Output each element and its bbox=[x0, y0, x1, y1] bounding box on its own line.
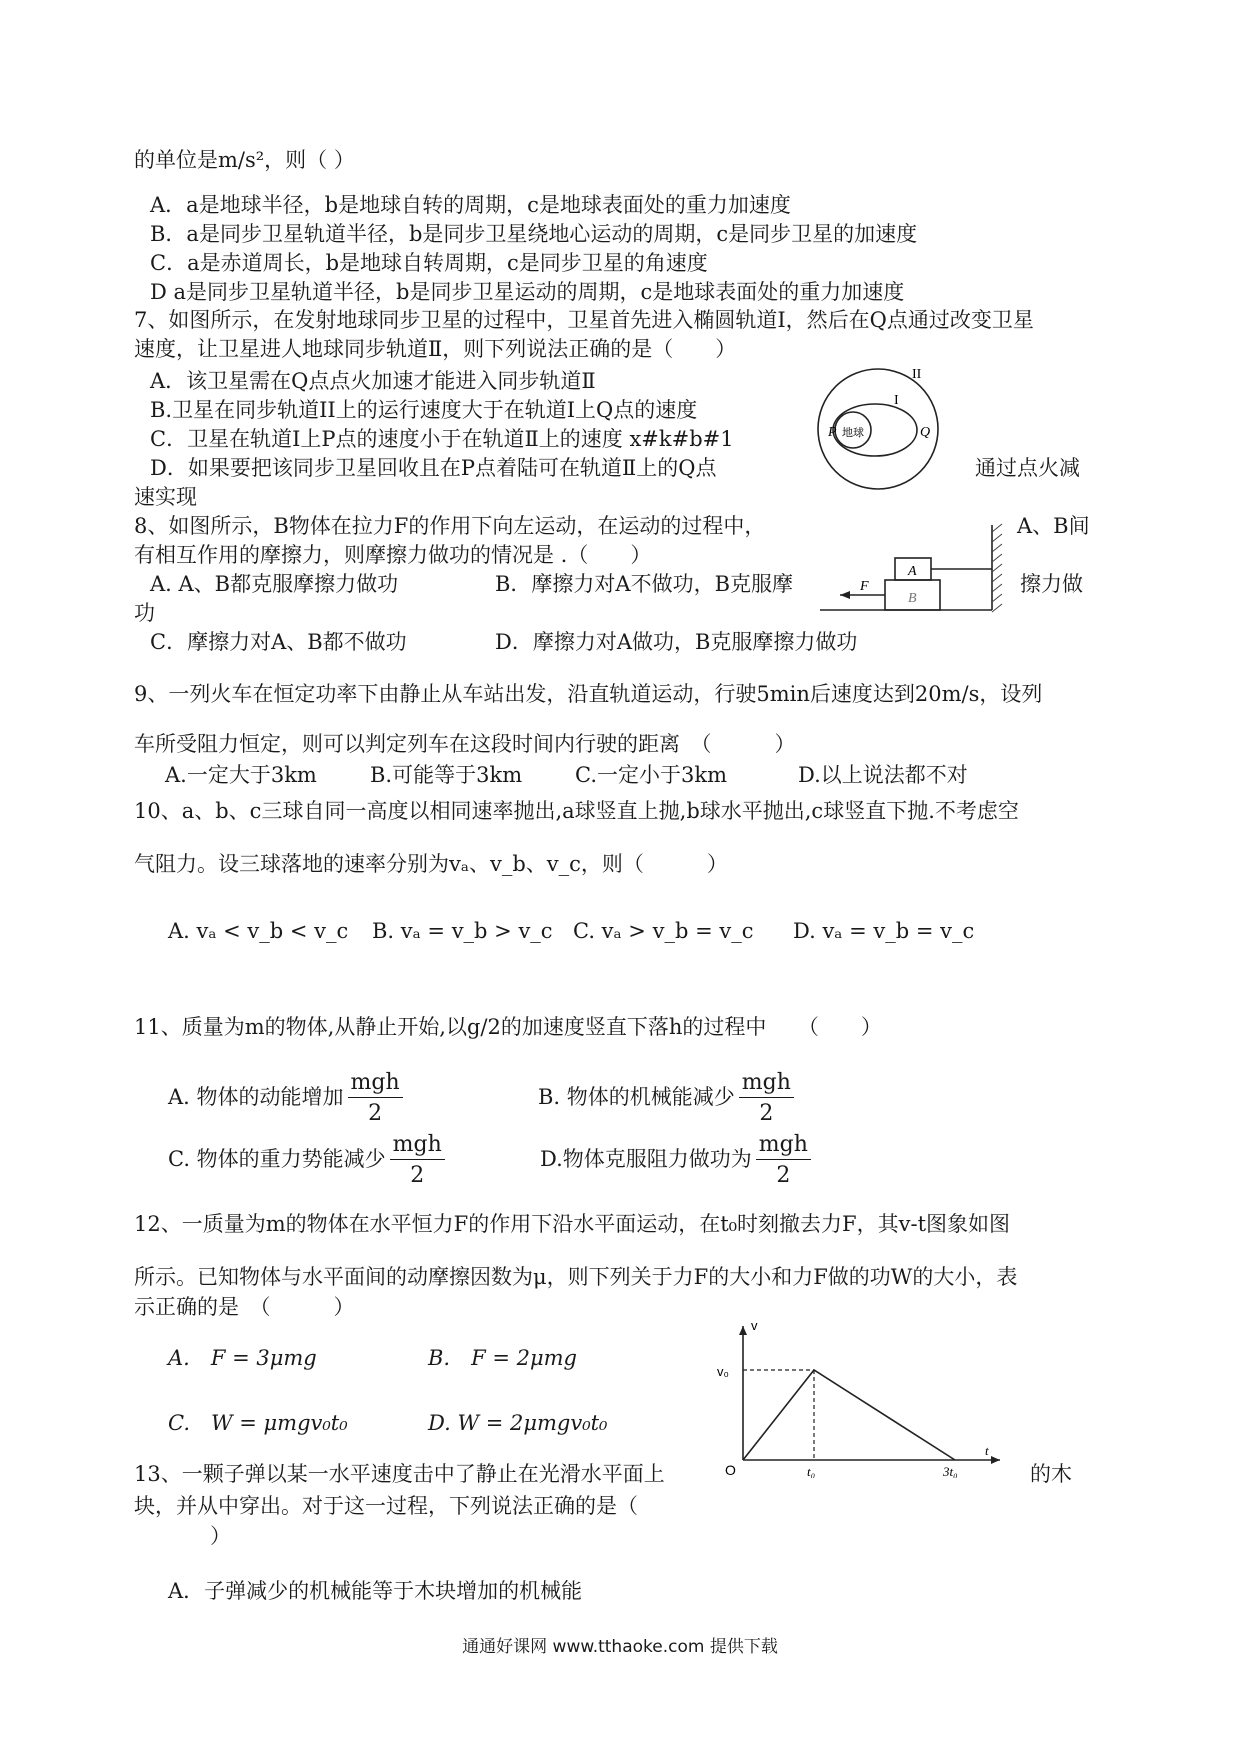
q8-stem-line1: 8、如图所示，B物体在拉力F的作用下向左运动，在运动的过程中， bbox=[134, 514, 766, 538]
q9-option-a: A.一定大于3km bbox=[165, 763, 317, 787]
q13-stem-line3: ） bbox=[210, 1524, 231, 1548]
q7-option-b: B.卫星在同步轨道II上的运行速度大于在轨道Ⅰ上Q点的速度 bbox=[150, 398, 698, 422]
t0-label: t₀ bbox=[807, 1464, 816, 1478]
q7-stem-line1: 7、如图所示，在发射地球同步卫星的过程中，卫星首先进入椭圆轨道Ⅰ，然后在Q点通过改变卫星 bbox=[134, 308, 1034, 332]
q12-option-c: C. W = μmgv₀t₀ bbox=[168, 1411, 348, 1435]
q9-stem-line2: 车所受阻力恒定，则可以判定列车在这段时间内行驶的距离 （ ） bbox=[134, 732, 796, 756]
q11-option-b-denominator: 2 bbox=[759, 1101, 774, 1126]
t-axis-label: t bbox=[985, 1443, 989, 1458]
earth-label: 地球 bbox=[842, 427, 864, 439]
q7-option-d: D．如果要把该同步卫星回收且在P点着陆可在轨道Ⅱ上的Q点 bbox=[150, 456, 717, 480]
q7-option-d-end: 速实现 bbox=[134, 485, 197, 509]
t3-label: 3t₀ bbox=[943, 1464, 958, 1478]
q6-option-d: D a是同步卫星轨道半径，b是同步卫星运动的周期，c是地球表面处的重力加速度 bbox=[150, 280, 905, 304]
vt-graph bbox=[715, 1318, 1015, 1478]
q12-option-b: B. F = 2μmg bbox=[428, 1346, 577, 1370]
q8-option-b: B．摩擦力对A不做功，B克服摩 bbox=[495, 572, 794, 596]
orbit-ii-label: II bbox=[912, 367, 922, 382]
q7-option-c: C．卫星在轨道Ⅰ上P点的速度小于在轨道Ⅱ上的速度 x#k#b#1 bbox=[150, 427, 734, 451]
orbit-i-label: I bbox=[894, 393, 899, 408]
t-axis-arrow bbox=[991, 1456, 1000, 1464]
q13-option-a: A．子弹减少的机械能等于木块增加的机械能 bbox=[168, 1579, 583, 1603]
page-footer: 通通好课网 www.tthaoke.com 提供下载 bbox=[462, 1637, 778, 1657]
q8-option-b-cont: 擦力做 bbox=[1020, 572, 1083, 596]
q12-stem-line1: 12、一质量为m的物体在水平恒力F的作用下沿水平面运动，在t₀时刻撤去力F，其v-t图象如图 bbox=[134, 1212, 1011, 1236]
q13-stem-line1: 13、一颗子弹以某一水平速度击中了静止在光滑水平面上 bbox=[134, 1462, 665, 1486]
q11-option-c-numerator: mgh bbox=[390, 1133, 445, 1160]
q6-option-a: A．a是地球半径，b是地球自转的周期，c是地球表面处的重力加速度 bbox=[150, 193, 791, 217]
q6-tail-line: 的单位是m/s²，则（ ） bbox=[134, 148, 355, 172]
q9-option-d: D.以上说法都不对 bbox=[798, 763, 968, 787]
q11-option-d-denominator: 2 bbox=[776, 1163, 791, 1188]
force-arrowhead bbox=[840, 591, 850, 599]
q11-option-c-text: C. 物体的重力势能减少 bbox=[168, 1147, 386, 1171]
q8-option-b-end: 功 bbox=[134, 601, 155, 625]
q13-stem-line2: 块，并从中穿出。对于这一过程，下列说法正确的是（ bbox=[134, 1494, 638, 1518]
point-p-label: P bbox=[828, 425, 837, 440]
q11-option-b-fraction bbox=[739, 1071, 794, 1126]
q6-option-b: B．a是同步卫星轨道半径，b是同步卫星绕地心运动的周期，c是同步卫星的加速度 bbox=[150, 222, 918, 246]
q8-option-a: A. A、B都克服摩擦力做功 bbox=[150, 572, 399, 596]
q12-option-a: A. F = 3μmg bbox=[168, 1346, 317, 1370]
q10-stem-line2: 气阻力。设三球落地的速率分别为vₐ、v_b、v_c，则（ ） bbox=[134, 852, 728, 876]
q10-option-c: C. vₐ > v_b = v_c bbox=[573, 919, 754, 943]
q11-option-a-text: A. 物体的动能增加 bbox=[168, 1085, 344, 1109]
q12-stem-line2: 所示。已知物体与水平面间的动摩擦因数为μ，则下列关于力F的大小和力F做的功W的大小，表 bbox=[134, 1265, 1018, 1289]
q9-option-c: C.一定小于3km bbox=[575, 763, 727, 787]
q11-option-c-denominator: 2 bbox=[410, 1163, 425, 1188]
orbit-diagram bbox=[808, 366, 953, 496]
q8-option-d: D．摩擦力对A做功，B克服摩擦力做功 bbox=[495, 630, 858, 654]
q10-option-b: B. vₐ = v_b > v_c bbox=[372, 919, 553, 943]
q11-option-d-fraction bbox=[756, 1133, 811, 1188]
q11-option-a-fraction bbox=[348, 1071, 403, 1126]
q8-stem-line1-end: A、B间 bbox=[1017, 514, 1090, 538]
q11-option-d-text: D.物体克服阻力做功为 bbox=[540, 1147, 752, 1171]
block-a-label: A bbox=[908, 564, 917, 579]
q8-option-c: C．摩擦力对A、B都不做功 bbox=[150, 630, 407, 654]
q11-option-b bbox=[538, 1068, 794, 1126]
q12-option-d: D. W = 2μmgv₀t₀ bbox=[428, 1411, 608, 1435]
q11-option-a-denominator: 2 bbox=[368, 1101, 383, 1126]
q10-option-a: A. vₐ < v_b < v_c bbox=[168, 919, 349, 943]
q10-option-d: D. vₐ = v_b = v_c bbox=[793, 919, 975, 943]
origin-label: O bbox=[725, 1462, 736, 1478]
q7-option-d-cont: 通过点火减 bbox=[975, 456, 1080, 480]
v-axis-arrow bbox=[739, 1326, 747, 1335]
q11-option-b-numerator: mgh bbox=[739, 1071, 794, 1098]
q6-option-c: C．a是赤道周长，b是地球自转周期，c是同步卫星的角速度 bbox=[150, 251, 708, 275]
q11-option-c-fraction bbox=[390, 1133, 445, 1188]
block-b-label: B bbox=[908, 591, 917, 606]
q11-option-a-numerator: mgh bbox=[348, 1071, 403, 1098]
q7-stem-line2: 速度，让卫星进人地球同步轨道Ⅱ，则下列说法正确的是（ ） bbox=[134, 337, 737, 361]
q11-option-d-numerator: mgh bbox=[756, 1133, 811, 1160]
q11-option-b-text: B. 物体的机械能减少 bbox=[538, 1085, 735, 1109]
friction-diagram bbox=[820, 520, 1020, 630]
q9-option-b: B.可能等于3km bbox=[370, 763, 523, 787]
q11-stem: 11、质量为m的物体,从静止开始,以g/2的加速度竖直下落h的过程中 （ ） bbox=[134, 1015, 882, 1039]
q11-option-a bbox=[168, 1068, 403, 1126]
q12-stem-line3: 示正确的是 （ ） bbox=[134, 1295, 355, 1319]
point-q-label: Q bbox=[920, 425, 931, 440]
q9-stem-line1: 9、一列火车在恒定功率下由静止从车站出发，沿直轨道运动，行驶5min后速度达到20m/s，设列 bbox=[134, 682, 1043, 706]
q13-stem-line1-end: 的木 bbox=[1030, 1462, 1072, 1486]
vt-line bbox=[743, 1370, 955, 1460]
v0-label: v₀ bbox=[717, 1364, 729, 1379]
q11-option-c bbox=[168, 1130, 445, 1188]
q11-option-d bbox=[540, 1130, 811, 1188]
q10-stem-line1: 10、a、b、c三球自同一高度以相同速率抛出,a球竖直上抛,b球水平抛出,c球竖直下抛.不考虑空 bbox=[134, 799, 1019, 823]
v-axis-label: v bbox=[751, 1318, 758, 1333]
q7-option-a: A．该卫星需在Q点点火加速才能进入同步轨道Ⅱ bbox=[150, 369, 596, 393]
q8-stem-line2: 有相互作用的摩擦力，则摩擦力做功的情况是 .（ ） bbox=[134, 543, 652, 567]
force-label: F bbox=[860, 579, 869, 594]
